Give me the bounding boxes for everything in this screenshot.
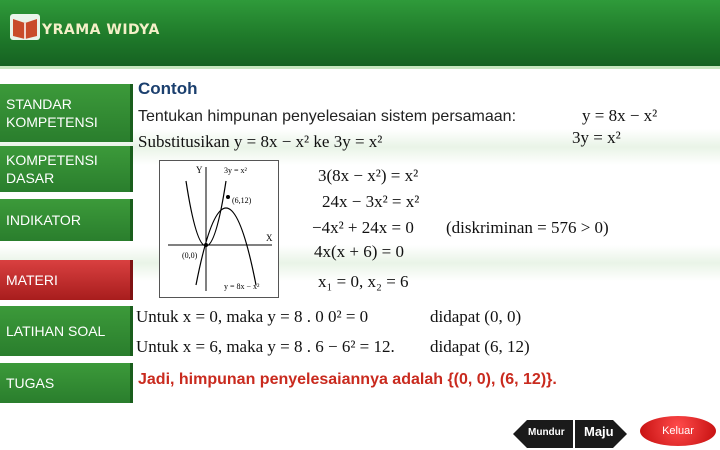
- sidebar-item-tugas[interactable]: [0, 363, 133, 403]
- origin-label: (0,0): [182, 251, 198, 260]
- sidebar-item-latihan-soal[interactable]: [0, 306, 133, 356]
- sidebar-item-label: MATERI: [6, 272, 58, 288]
- sidebar-item-standar-kompetensi[interactable]: [0, 84, 133, 142]
- page-title: Contoh: [138, 79, 198, 98]
- discriminant-note: (diskriminan = 576 > 0): [446, 218, 609, 237]
- point-6-12: [226, 195, 230, 199]
- conclusion-text: Jadi, himpunan penyelesaiannya adalah {(0, 0), (6, 12)}.: [138, 371, 557, 388]
- sidebar-item-label: TUGAS: [6, 375, 55, 391]
- sidebar: [0, 66, 133, 450]
- point-origin: [204, 243, 208, 247]
- prev-button[interactable]: Mundur: [528, 427, 565, 438]
- intersection-label: (6,12): [232, 196, 252, 205]
- graph-panel: [159, 160, 279, 298]
- sidebar-item-materi[interactable]: [0, 260, 133, 300]
- main-content: [136, 66, 720, 450]
- sidebar-item-label: INDIKATOR: [6, 212, 81, 228]
- header-banner: [0, 0, 720, 66]
- sidebar-item-indikator[interactable]: [0, 199, 133, 241]
- y-axis-label: Y: [196, 165, 203, 175]
- step-3: −4x² + 24x = 0: [312, 218, 414, 237]
- result-x0: didapat (0, 0): [430, 307, 522, 326]
- next-button[interactable]: Maju: [584, 424, 614, 439]
- equation-2: 3y = x²: [572, 128, 621, 147]
- question-text: Tentukan himpunan penyelesaian sistem persamaan:: [138, 108, 517, 125]
- case-x0: Untuk x = 0, maka y = 8 . 0 0² = 0: [136, 307, 369, 326]
- brand-name: YRAMA WIDYA: [42, 22, 160, 38]
- curve-label-bottom: y = 8x − x²: [224, 282, 260, 291]
- sidebar-item-label: LATIHAN SOAL: [6, 323, 106, 339]
- substitution-line: Substitusikan y = 8x − x² ke 3y = x²: [138, 132, 383, 151]
- case-x6: Untuk x = 6, maka y = 8 . 6 − 6² = 12.: [136, 337, 395, 356]
- step-4: 4x(x + 6) = 0: [314, 242, 404, 261]
- step-5: x₁ = 0, x₂ = 6: [318, 272, 409, 291]
- sidebar-item-label: KOMPETENSI DASAR: [6, 152, 98, 186]
- curve-label-top: 3y = x²: [224, 166, 247, 175]
- x-axis-label: X: [266, 233, 273, 243]
- sidebar-item-kompetensi-dasar[interactable]: [0, 146, 133, 192]
- step-2: 24x − 3x² = x²: [322, 192, 420, 211]
- result-x6: didapat (6, 12): [430, 337, 530, 356]
- sidebar-item-label: STANDAR KOMPETENSI: [6, 96, 98, 130]
- graph-svg: [160, 161, 278, 297]
- step-1: 3(8x − x²) = x²: [318, 166, 419, 185]
- exit-button[interactable]: Keluar: [640, 416, 716, 446]
- equation-1: y = 8x − x²: [582, 106, 658, 125]
